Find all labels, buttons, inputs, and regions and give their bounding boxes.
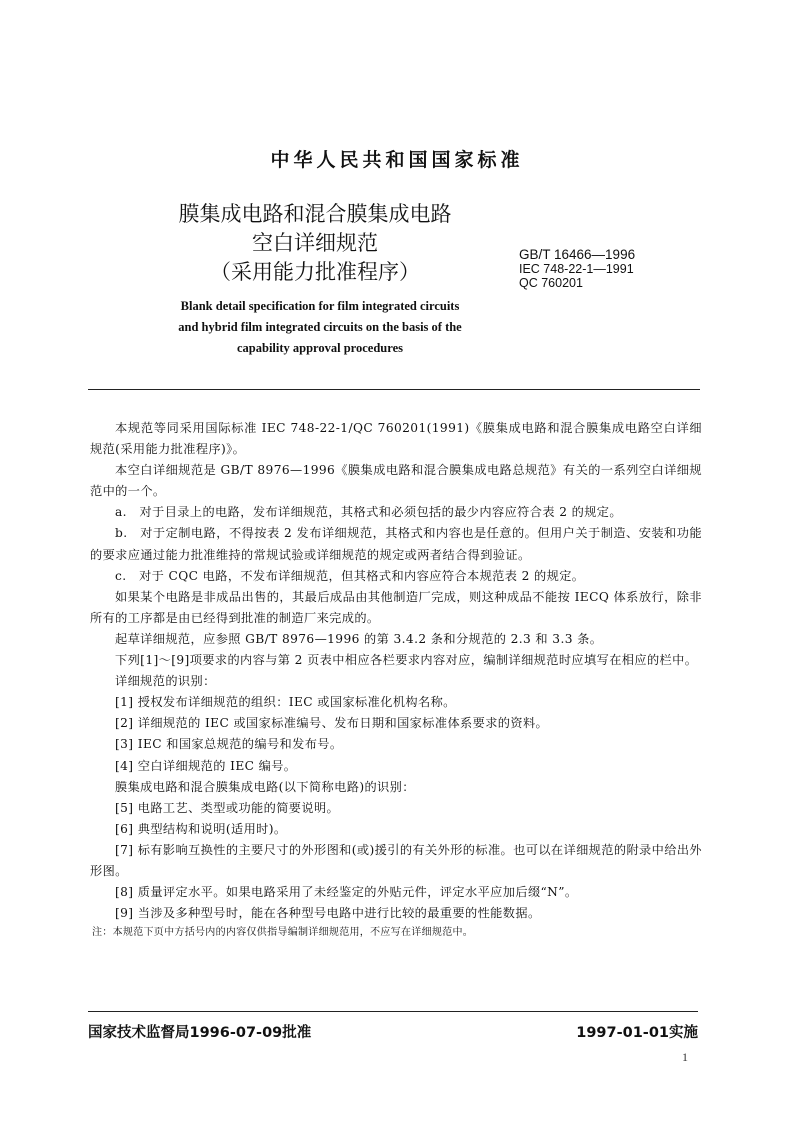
footer-divider [88, 1011, 698, 1012]
english-title [140, 296, 500, 359]
paragraph-adoption: 本规范等同采用国际标准 IEC 748-22-1/QC 760201(1991)《膜集成电路和混合膜集成电路空白详细规范(采用能力批准程序)》。 [90, 421, 702, 457]
list-item: [2] 详细规范的 IEC 或国家标准编号、发布日期和国家标准体系要求的资料。 [115, 716, 549, 731]
paragraph-item-a: a. 对于目录上的电路，发布详细规范，其格式和必须包括的最少内容应符合表 2 的规定。 [115, 505, 622, 520]
english-title-line-3: capability approval procedures [237, 341, 403, 355]
list-item: [8] 质量评定水平。如果电路采用了未经鉴定的外贴元件，评定水平应加后缀“N”。 [115, 885, 578, 900]
list-item: [5] 电路工艺、类型或功能的简要说明。 [115, 800, 340, 815]
paragraph-series: 本空白详细规范是 GB/T 8976—1996《膜集成电路和混合膜集成电路总规范》有关的一系列空白详细规范中的一个。 [90, 463, 702, 499]
footer [88, 1021, 700, 1043]
heading-circuit-identification: 膜集成电路和混合膜集成电路(以下简称电路)的识别： [115, 779, 415, 794]
page-number: 1 [682, 1050, 688, 1064]
english-title-line-1: Blank detail specification for film integrated circuits [180, 299, 460, 313]
title-line-1: 膜集成电路和混合膜集成电路 [178, 202, 452, 226]
paragraph-item-b: b. 对于定制电路，不得按表 2 发布详细规范，其格式和内容也是任意的。但用户关于制造、安装和功能的要求应通过能力批准维持的常规试验或详细规范的规定或两者结合得到验证。 [90, 526, 702, 562]
heading-spec-identification: 详细规范的识别： [115, 674, 216, 689]
paragraph-items-1-9: 下列[1]～[9]项要求的内容与第 2 页表中相应各栏要求内容对应，编制详细规范时应填写在相应的栏中。 [115, 653, 698, 668]
document-body [90, 418, 702, 942]
code-qc: QC 760201 [519, 276, 583, 290]
list-item: [6] 典型结构和说明(适用时)。 [115, 821, 287, 836]
paragraph-non-finished: 如果某个电路是非成品出售的，其最后成品由其他制造厂完成，则这种成品不能按 IECQ 体系放行，除非所有的工序都是由已经得到批准的制造厂来完成的。 [90, 589, 702, 625]
approval-date: 国家技术监督局1996-07-09批准 [88, 1025, 312, 1041]
title-line-2: 空白详细规范 [252, 231, 378, 255]
code-iec: IEC 748-22-1—1991 [519, 262, 634, 276]
standard-codes [519, 247, 635, 290]
english-title-line-2: and hybrid film integrated circuits on the basis of the [178, 320, 462, 334]
list-item: [9] 当涉及多种型号时，能在各种型号电路中进行比较的最重要的性能数据。 [115, 906, 541, 921]
paragraph-drafting: 起草详细规范，应参照 GB/T 8976—1996 的第 3.4.2 条和分规范的 2.3 和 3.3 条。 [115, 631, 603, 646]
list-item: [3] IEC 和国家总规范的编号和发布号。 [115, 737, 343, 752]
document-title [150, 200, 480, 287]
list-item: [1] 授权发布详细规范的组织：IEC 或国家标准化机构名称。 [115, 695, 456, 710]
nation-title: 中华人民共和国国家标准 [270, 149, 524, 171]
header-divider [88, 389, 700, 390]
code-gb: GB/T 16466—1996 [519, 247, 636, 262]
title-line-3: （采用能力批准程序） [210, 260, 420, 284]
implementation-date: 1997-01-01实施 [576, 1025, 698, 1041]
list-item: [4] 空白详细规范的 IEC 编号。 [115, 758, 297, 773]
paragraph-item-c: c. 对于 CQC 电路，不发布详细规范，但其格式和内容应符合本规范表 2 的规定。 [115, 568, 585, 583]
list-item: [7] 标有影响互换性的主要尺寸的外形图和(或)援引的有关外形的标准。也可以在详细规范的附录中给出外形图。 [90, 842, 702, 878]
footnote: 注：本规范下页中方括号内的内容仅供指导编制详细规范用，不应写在详细规范中。 [92, 927, 474, 939]
